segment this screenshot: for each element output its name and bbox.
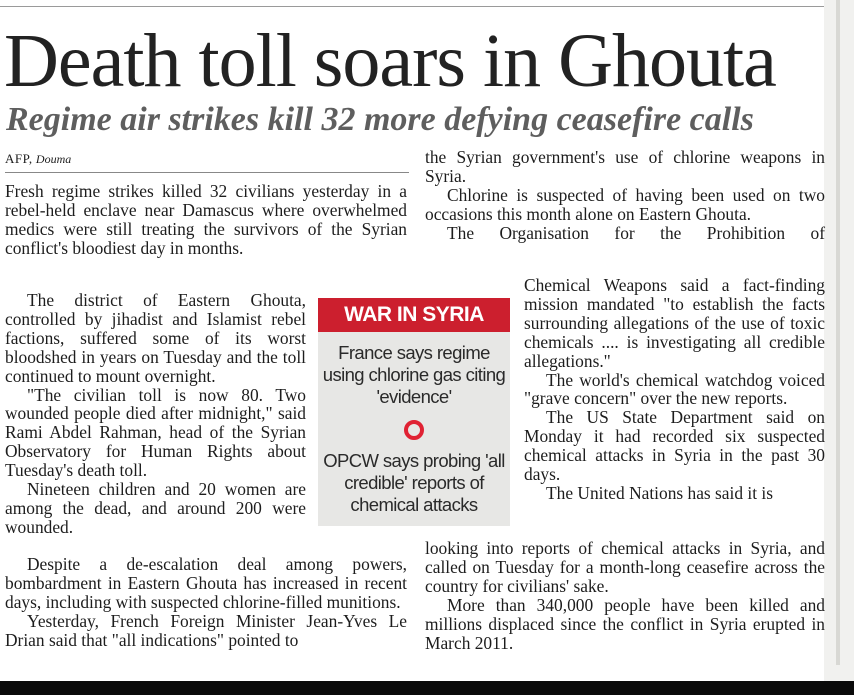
byline-rule [5,172,409,173]
paragraph: The district of Eastern Ghouta, controlled by jihadist and Islamist rebel factions, suffered some of its worst bloodshed in years on Tuesday and the toll continued to mount overnight. [5,290,306,386]
bullet-circle-icon [404,420,424,440]
byline-place: Douma [35,152,72,166]
sidebar-title: WAR IN SYRIA [318,298,510,332]
war-in-syria-sidebar [318,298,510,526]
column-1-bottom [5,555,407,650]
sidebar-item-opcw: OPCW says probing 'all credible' reports of chemical attacks [323,450,505,515]
paragraph: More than 340,000 people have been killed and millions displaced since the conflict in Syria erupted in March 2011. [425,594,825,653]
paragraph: Chlorine is suspected of having been used on two occasions this month alone on Eastern Ghouta. [425,184,825,224]
top-rule [0,6,824,7]
headline: Death toll soars in Ghouta [4,19,776,103]
paragraph: Yesterday, French Foreign Minister Jean-Yves Le Drian said that "all indications" pointed to [5,610,407,650]
page-edge-line [836,0,840,665]
column-1-narrow [5,291,306,537]
byline-agency: AFP, [5,151,33,166]
bottom-bar [0,681,854,695]
paragraph: Chemical Weapons said a fact-finding mission mandated "to establish the facts surrounding allegations of the use of toxic chemicals .... is investigating all credible allegations." [524,275,825,371]
paragraph: The US State Department said on Monday it had recorded six suspected chemical attacks in Syria in the past 30 days. [524,407,825,485]
column-1-top [5,182,407,258]
paragraph: The United Nations has said it is [546,482,774,503]
paragraph: The world's chemical watchdog voiced "grave concern" over the new reports. [524,369,825,409]
sidebar-item-chlorine: France says regime using chlorine gas citing 'evidence' [322,342,506,407]
paragraph: the Syrian government's use of chlorine weapons in Syria. [425,147,825,186]
byline [5,151,71,167]
subheadline: Regime air strikes kill 32 more defying ceasefire calls [6,101,754,138]
column-2-top [425,148,825,243]
paragraph: looking into reports of chemical attacks in Syria, and called on Tuesday for a month-long ceasefire across the country for civilians' sake. [425,538,825,596]
paragraph: "The civilian toll is now 80. Two wounded people died after midnight," said Rami Abdel Rahman, head of the Syrian Observatory for Human Rights about Tuesday's death toll. [5,384,306,481]
column-2-narrow [524,276,825,503]
paragraph: The Organisation for the Prohibition of [447,222,825,243]
paragraph: Despite a de-escalation deal among powers, bombardment in Eastern Ghouta has increased in recent days, including with suspected chlorine-filled munitions. [5,554,407,612]
column-2-bottom [425,539,825,652]
paragraph: Nineteen children and 20 women are among the dead, and around 200 were wounded. [5,479,306,537]
paragraph: Fresh regime strikes killed 32 civilians yesterday in a rebel-held enclave near Damascus where overwhelmed medics were still treating the survivors of the Syrian conflict's bloodiest day in months. [5,181,407,258]
